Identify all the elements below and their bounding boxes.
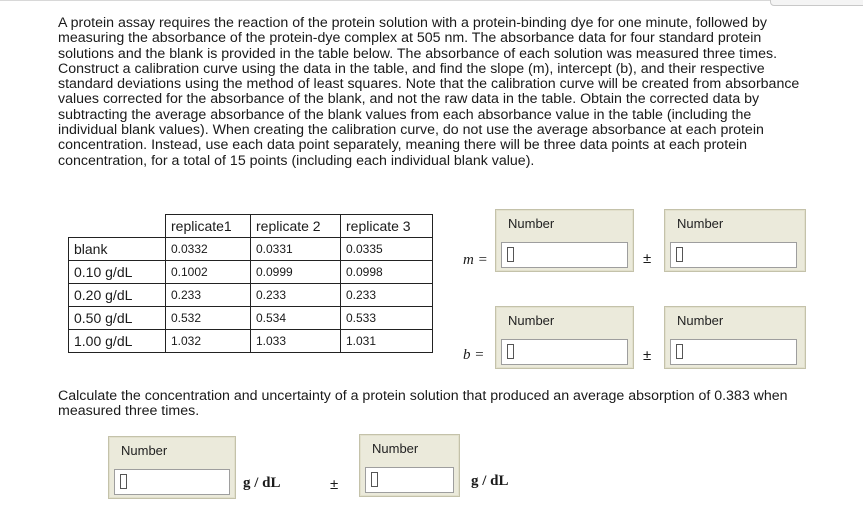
table-cell: 0.233	[251, 284, 341, 307]
slope-uncertainty-box	[664, 209, 806, 272]
row-label: blank	[69, 238, 166, 261]
table-cell: 1.031	[341, 330, 433, 353]
table-cell: 1.033	[251, 330, 341, 353]
table-header-cell: replicate1	[166, 215, 251, 238]
plus-minus-symbol: ±	[330, 476, 339, 493]
row-label: 0.10 g/dL	[69, 261, 166, 284]
concentration-uncertainty-input[interactable]	[365, 467, 454, 493]
table-cell: 0.0999	[251, 261, 341, 284]
table-header-cell: replicate 3	[341, 215, 433, 238]
concentration-value-input[interactable]	[114, 469, 230, 495]
concentration-value-box	[108, 436, 236, 499]
table-cell: 0.0332	[166, 238, 251, 261]
row-label: 0.50 g/dL	[69, 307, 166, 330]
intercept-uncertainty-input[interactable]	[670, 339, 797, 365]
table-header-cell: replicate 2	[251, 215, 341, 238]
table-cell: 0.0335	[341, 238, 433, 261]
slope-uncertainty-input[interactable]	[670, 242, 797, 268]
number-label: Number	[677, 216, 724, 231]
table-cell: 0.0998	[341, 261, 433, 284]
slope-value-box	[495, 209, 634, 272]
table-row	[69, 238, 433, 261]
concentration-unit: g / dL	[243, 475, 281, 491]
number-label: Number	[508, 313, 555, 328]
uncertainty-unit: g / dL	[471, 473, 509, 489]
row-label: 1.00 g/dL	[69, 330, 166, 353]
intercept-uncertainty-box	[664, 306, 806, 369]
table-header-cell	[69, 215, 166, 238]
table-cell: 0.534	[251, 307, 341, 330]
number-label: Number	[508, 216, 555, 231]
table-header-row	[69, 215, 433, 238]
top-toolbar-edge	[770, 0, 863, 6]
number-label: Number	[372, 441, 419, 456]
table-cell: 0.233	[166, 284, 251, 307]
intercept-value-input[interactable]	[501, 339, 628, 365]
table-cell: 0.1002	[166, 261, 251, 284]
slope-label: m =	[463, 252, 488, 268]
intercept-value-box	[495, 306, 634, 369]
intercept-label: b =	[463, 347, 485, 363]
table-cell: 1.032	[166, 330, 251, 353]
concentration-uncertainty-box	[359, 434, 460, 497]
table-cell: 0.533	[341, 307, 433, 330]
table-row	[69, 284, 433, 307]
plus-minus-symbol: ±	[643, 347, 652, 364]
table-row	[69, 330, 433, 353]
table-cell: 0.532	[166, 307, 251, 330]
plus-minus-symbol: ±	[643, 250, 652, 267]
absorbance-table	[68, 214, 433, 353]
problem-statement: A protein assay requires the reaction of the protein solution with a protein-binding dye for one minute, followed by measuring the absorbance of the protein-dye complex at 505 nm. The absorbance data for four standard protein solutions and the blank is provided in the table below. The absorbance of each solution was measured three times. Construct a calibration curve using the data in the table, and find the slope (m), intercept (b), and their respective standard deviations using the method of least squares. Note that the calibration curve will be created from absorbance values corrected for the absorbance of the blank, and not the raw data in the table. Obtain the corrected data by subtracting the average absorbance of the blank values from each absorbance value in the table (including the individual blank values). When creating the calibration curve, do not use the average absorbance at each protein concentration. Instead, use each data point separately, meaning there will be three data points at each protein concentration, for a total of 15 points (including each individual blank value).	[58, 15, 800, 169]
table-row	[69, 261, 433, 284]
table-cell: 0.0331	[251, 238, 341, 261]
number-label: Number	[677, 313, 724, 328]
slope-value-input[interactable]	[501, 242, 628, 268]
number-label: Number	[121, 443, 168, 458]
concentration-question: Calculate the concentration and uncertainty of a protein solution that produced an average absorption of 0.383 when measured three times.	[58, 388, 788, 420]
row-label: 0.20 g/dL	[69, 284, 166, 307]
table-row	[69, 307, 433, 330]
top-divider	[0, 0, 863, 1]
table-cell: 0.233	[341, 284, 433, 307]
